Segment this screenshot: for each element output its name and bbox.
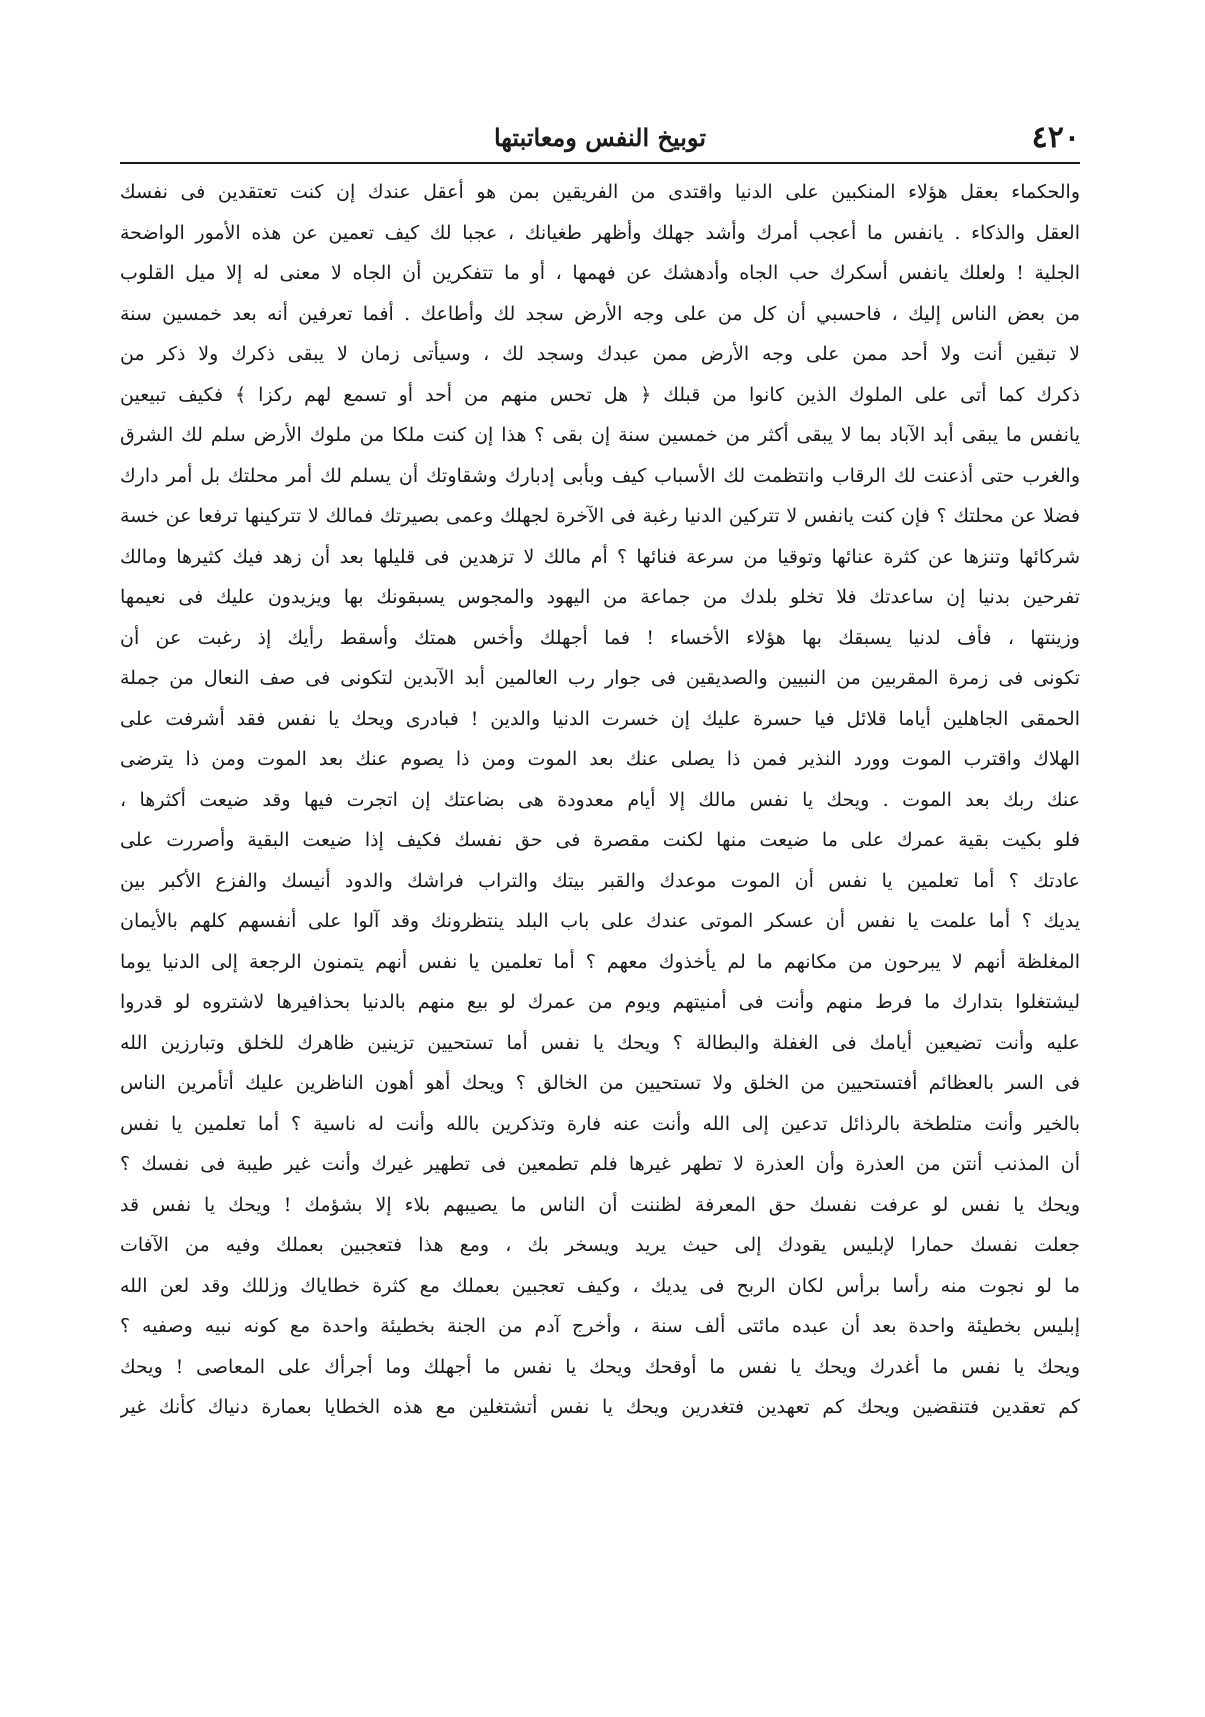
text-line: تفرحين بدنيا إن ساعدتك فلا تخلو بلدك من جماعة من اليهود والمجوس يسبقونك بها ويزيدون عليك فى نعيمها	[120, 586, 1080, 608]
running-title: توبيخ النفس ومعاتبتها	[493, 123, 707, 152]
text-line: يانفس ما يبقى أبد الآباد بما لا يبقى أكثر من خمسين سنة إن بقى ؟ هذا إن كنت ملكا من ملوك الأرض سلم لك الشرق	[120, 424, 1080, 446]
text-line: تكونى فى زمرة المقربين من النبيين والصديقين فى جوار رب العالمين أبد الآبدين لتكونى فى صف النعال من جملة	[120, 667, 1080, 689]
page-header	[120, 118, 1080, 158]
text-line: ويحك يا نفس ما أغدرك ويحك يا نفس ما أوقحك ويحك يا نفس ما أجهلك وما أجرأك على المعاصى ! ويحك	[120, 1355, 1080, 1378]
text-line: والحكماء بعقل هؤلاء المنكبين على الدنيا واقتدى من الفريقين بمن هو أعقل عندك إن كنت تعتقدين فى نفسك	[120, 181, 1080, 203]
text-line: شركائها وتنزها عن كثرة عنائها وتوقيا من سرعة فنائها ؟ أم مالك لا تزهدين فى قليلها بعد أن زهد فيك كثيرها ومالك	[120, 545, 1080, 568]
text-line: المغلظة أنهم لا يبرحون من مكانهم ما لم يأخذوك معهم ؟ أما تعلمين يا نفس أنهم يتمنون الرجعة إلى الدنيا يوما	[120, 950, 1080, 973]
text-line: وزينتها ، فأف لدنيا يسبقك بها هؤلاء الأخساء ! فما أجهلك وأخس همتك وأسقط رأيك إذ رغبت عن أن	[120, 626, 1080, 649]
text-line: كم تعقدين فتنقضين ويحك كم تعهدين فتغدرين ويحك يا نفس أتشتغلين مع هذه الخطايا بعمارة دنياك كأنك غير	[120, 1396, 1080, 1418]
text-line: بالخير وأنت متلطخة بالرذائل تدعين إلى الله وأنت عنه فارة وتذكرين بالله وأنت له ناسية ؟ أما تعلمين يا نفس	[120, 1112, 1080, 1135]
text-line: ويحك يا نفس لو عرفت نفسك حق المعرفة لظننت أن الناس ما يصيبهم بلاء إلا بشؤمك ! ويحك يا نفس قد	[120, 1193, 1080, 1216]
text-line: الحمقى الجاهلين أياما قلائل فيا حسرة عليك إن خسرت الدنيا والدين ! فبادرى ويحك يا نفس فقد أشرفت على	[120, 707, 1080, 730]
text-line: إبليس بخطيئة واحدة بعد أن عبده مائتى ألف سنة ، وأخرج آدم من الجنة بخطيئة واحدة مع كونه نبيه وصفيه ؟	[120, 1315, 1080, 1337]
text-line: أن المذنب أنتن من العذرة وأن العذرة لا تطهر غيرها فلم تطمعين فى تطهير غيرك وأنت غير طيبة فى نفسك ؟	[120, 1153, 1080, 1175]
text-line: ما لو نجوت منه رأسا برأس لكان الربح فى يديك ، وكيف تعجبين بعملك مع كثرة خطاياك وزللك وقد لعن الله	[120, 1274, 1080, 1297]
text-line: والغرب حتى أذعنت لك الرقاب وانتظمت لك الأسباب كيف وبأبى إدبارك وشقاوتك أن يسلم لك أمر محلتك بل أمر دارك	[120, 464, 1080, 487]
text-line: يديك ؟ أما علمت يا نفس أن عسكر الموتى عندك على باب البلد ينتظرونك وقد آلوا على أنفسهم كلهم بالأيمان	[120, 910, 1080, 932]
text-line: فى السر بالعظائم أفتستحيين من الخلق ولا تستحيين من الخالق ؟ ويحك أهو أهون الناظرين عليك أتأمرين الناس	[120, 1072, 1080, 1094]
text-line: لا تبقين أنت ولا أحد ممن على وجه الأرض ممن عبدك وسجد لك ، وسيأتى زمان لا يبقى ذكرك ولا ذكر من	[120, 343, 1080, 365]
text-line: عادتك ؟ أما تعلمين يا نفس أن الموت موعدك والقبر بيتك والتراب فراشك والدود أنيسك والفزع الأكبر بين	[120, 869, 1080, 892]
text-line: فلو بكيت بقية عمرك على ما ضيعت منها لكنت مقصرة فى حق نفسك فكيف إذا ضيعت البقية وأصررت على	[120, 829, 1080, 851]
header-rule	[120, 162, 1080, 164]
text-line: عنك ربك بعد الموت . ويحك يا نفس مالك إلا أيام معدودة هى بضاعتك إن اتجرت فيها وقد ضيعت أكثرها ،	[120, 788, 1080, 811]
text-line: جعلت نفسك حمارا لإبليس يقودك إلى حيث يريد ويسخر بك ، ومع هذا فتعجبين بعملك وفيه من الآفات	[120, 1234, 1080, 1256]
text-line: العقل والذكاء . يانفس ما أعجب أمرك وأشد جهلك وأظهر طغيانك ، عجبا لك كيف تعمين عن هذه الأمور الواضحة	[120, 221, 1080, 244]
page-number: ٤٢٠	[1031, 120, 1080, 155]
text-line: ذكرك كما أتى على الملوك الذين كانوا من قبلك ﴿ هل تحس منهم من أحد أو تسمع لهم ركزا ﴾ فكيف تبيعين	[120, 383, 1080, 406]
body-text	[120, 172, 1080, 1428]
text-line: الهلاك واقترب الموت وورد النذير فمن ذا يصلى عنك بعد الموت ومن ذا يصوم عنك بعد الموت ومن ذا يترضى	[120, 748, 1080, 770]
text-line: عليه وأنت تضيعين أيامك فى الغفلة والبطالة ؟ ويحك يا نفس أما تستحيين تزينين ظاهرك للخلق وتبارزين الله	[120, 1031, 1080, 1054]
text-line: الجلية ! ولعلك يانفس أسكرك حب الجاه وأدهشك عن فهمها ، أو ما تتفكرين أن الجاه لا معنى له إلا ميل القلوب	[120, 262, 1080, 284]
text-line: من بعض الناس إليك ، فاحسبي أن كل من على وجه الأرض سجد لك وأطاعك . أفما تعرفين أنه بعد خمسين سنة	[120, 302, 1080, 325]
text-line: فضلا عن محلتك ؟ فإن كنت يانفس لا تتركين الدنيا رغبة فى الآخرة لجهلك وعمى بصيرتك فمالك لا تتركينها ترفعا عن خسة	[120, 505, 1080, 527]
text-line: ليشتغلوا بتدارك ما فرط منهم وأنت فى أمنيتهم ويوم من عمرك لو بيع منهم بالدنيا بحذافيرها لاشتروه لو قدروا	[120, 991, 1080, 1013]
